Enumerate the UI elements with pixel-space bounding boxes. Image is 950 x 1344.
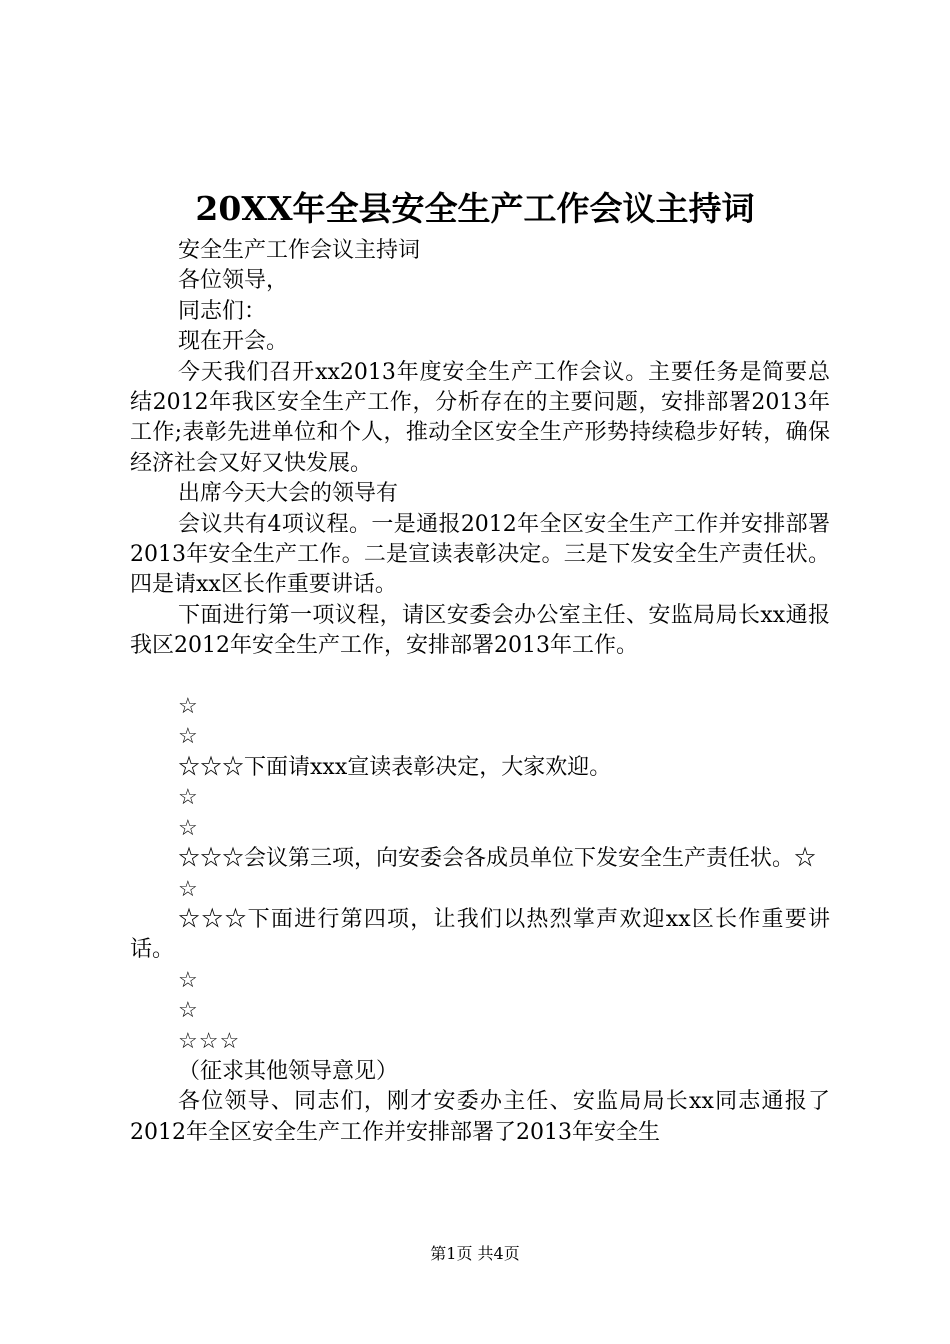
star-line: ☆ <box>178 694 199 720</box>
paragraph-opening: 现在开会。 <box>178 329 289 355</box>
star-line: ☆ <box>178 785 199 811</box>
paragraph-meeting-purpose: 今天我们召开xx2013年度安全生产工作会议。主要任务是简要总结2012年我区安全生产工作，分析存在的主要问题，安排部署2013年工作;表彰先进单位和个人，推动全区安全生产形势持续稳步好转，确保经济社会又好又快发展。 <box>130 359 830 476</box>
star-line: ☆ <box>178 815 199 841</box>
paragraph-solicit-opinions: （征求其他领导意见） <box>178 1058 399 1084</box>
paragraph-attending-leaders: 出席今天大会的领导有 <box>178 481 399 507</box>
page-number-footer: 第1页 共4页 <box>430 1244 520 1263</box>
paragraph-second-item: ☆☆☆下面请xxx宣读表彰决定，大家欢迎。 <box>178 754 612 780</box>
paragraph-third-item: ☆☆☆会议第三项，向安委会各成员单位下发安全生产责任状。☆ <box>178 846 817 872</box>
star-line: ☆ <box>178 876 199 902</box>
paragraph-greeting-leaders: 各位领导， <box>178 268 289 294</box>
star-line: ☆ <box>178 724 199 750</box>
paragraph-fourth-item: ☆☆☆下面进行第四项，让我们以热烈掌声欢迎xx区长作重要讲话。 <box>130 906 830 963</box>
star-line: ☆☆☆ <box>178 1028 241 1054</box>
blank-line <box>130 662 830 692</box>
document-title: 20XX年全县安全生产工作会议主持词 <box>195 189 755 228</box>
paragraph-greeting-comrades: 同志们： <box>178 298 267 324</box>
paragraph-subtitle: 安全生产工作会议主持词 <box>178 238 421 263</box>
star-line: ☆ <box>178 998 199 1024</box>
paragraph-agenda: 会议共有4项议程。一是通报2012年全区安全生产工作并安排部署2013年安全生产工作。二是宣读表彰决定。三是下发安全生产责任状。四是请xx区长作重要讲话。 <box>130 511 830 598</box>
paragraph-first-item: 下面进行第一项议程，请区安委会办公室主任、安监局局长xx通报我区2012年安全生产工作，安排部署2013年工作。 <box>130 602 830 659</box>
document-body <box>130 236 830 1148</box>
paragraph-summary: 各位领导、同志们，刚才安委办主任、安监局局长xx同志通报了2012年全区安全生产工作并安排部署了2013年安全生 <box>130 1089 830 1145</box>
star-line: ☆ <box>178 967 199 993</box>
